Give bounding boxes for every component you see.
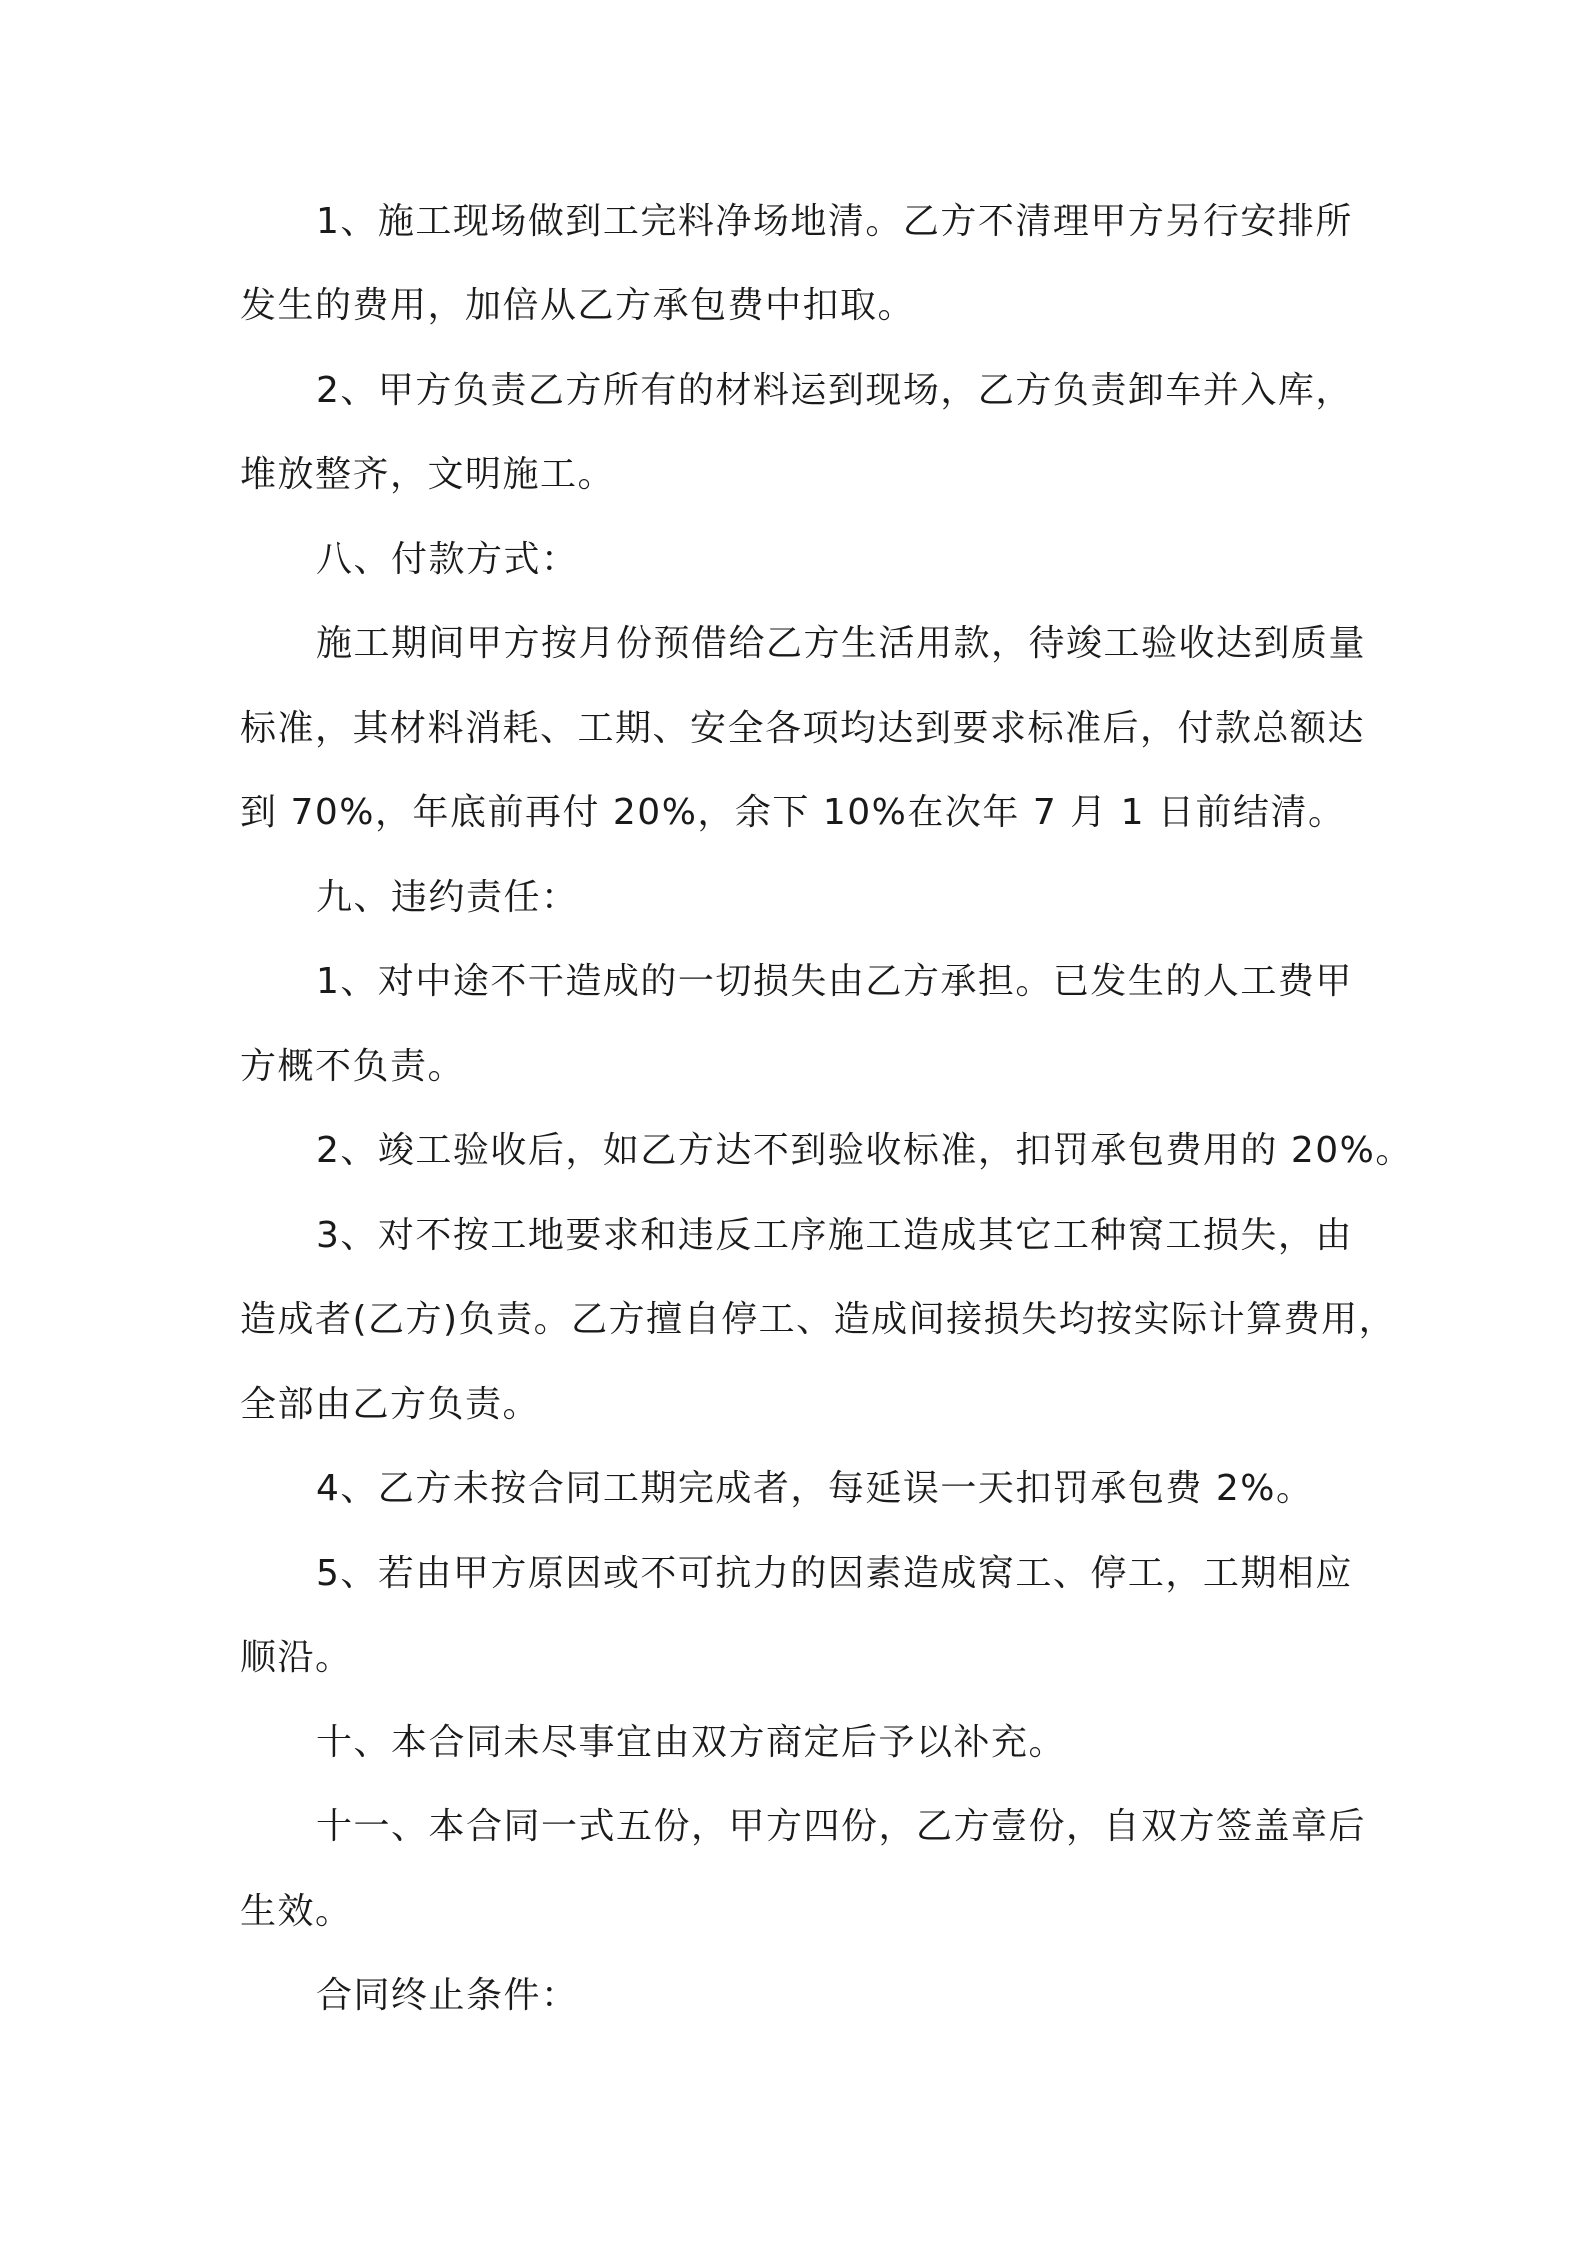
section-8-line-2: 标准，其材料消耗、工期、安全各项均达到要求标准后，付款总额达 <box>240 708 1366 749</box>
section-8-line-3: 到 70%，年底前再付 20%，余下 10%在次年 7 月 1 日前结清。 <box>240 792 1346 833</box>
section-11-line-1: 十一、本合同一式五份，甲方四份，乙方壹份，自双方签盖章后 <box>316 1806 1367 1847</box>
clause-9-1-line-2: 方概不负责。 <box>240 1046 466 1087</box>
section-9-heading: 九、违约责任： <box>316 877 579 918</box>
clause-9-5-line-1: 5、若由甲方原因或不可抗力的因素造成窝工、停工，工期相应 <box>316 1553 1353 1594</box>
clause-9-3-line-3: 全部由乙方负责。 <box>240 1384 541 1425</box>
clause-7-2-line-2: 堆放整齐，文明施工。 <box>240 454 616 495</box>
clause-9-3-line-1: 3、对不按工地要求和违反工序施工造成其它工种窝工损失，由 <box>316 1215 1353 1256</box>
clause-7-1-line-1: 1、施工现场做到工完料净场地清。乙方不清理甲方另行安排所 <box>316 201 1353 242</box>
section-11-line-2: 生效。 <box>240 1891 353 1932</box>
clause-9-3-line-2: 造成者(乙方)负责。乙方擅自停工、造成间接损失均按实际计算费用， <box>240 1299 1397 1340</box>
clause-9-1-line-1: 1、对中途不干造成的一切损失由乙方承担。已发生的人工费甲 <box>316 961 1353 1002</box>
clause-9-4-line-1: 4、乙方未按合同工期完成者，每延误一天扣罚承包费 2%。 <box>316 1468 1314 1509</box>
clause-7-2-line-1: 2、甲方负责乙方所有的材料运到现场，乙方负责卸车并入库， <box>316 370 1353 411</box>
clause-7-1-line-2: 发生的费用，加倍从乙方承包费中扣取。 <box>240 285 916 326</box>
clause-9-5-line-2: 顺沿。 <box>240 1637 353 1678</box>
section-8-line-1: 施工期间甲方按月份预借给乙方生活用款，待竣工验收达到质量 <box>316 623 1367 664</box>
clause-9-2-line-1: 2、竣工验收后，如乙方达不到验收标准，扣罚承包费用的 20%。 <box>316 1130 1413 1171</box>
section-10-line-1: 十、本合同未尽事宜由双方商定后予以补充。 <box>316 1722 1067 1763</box>
termination-conditions-heading: 合同终止条件： <box>316 1975 579 2016</box>
section-8-heading: 八、付款方式： <box>316 539 579 580</box>
